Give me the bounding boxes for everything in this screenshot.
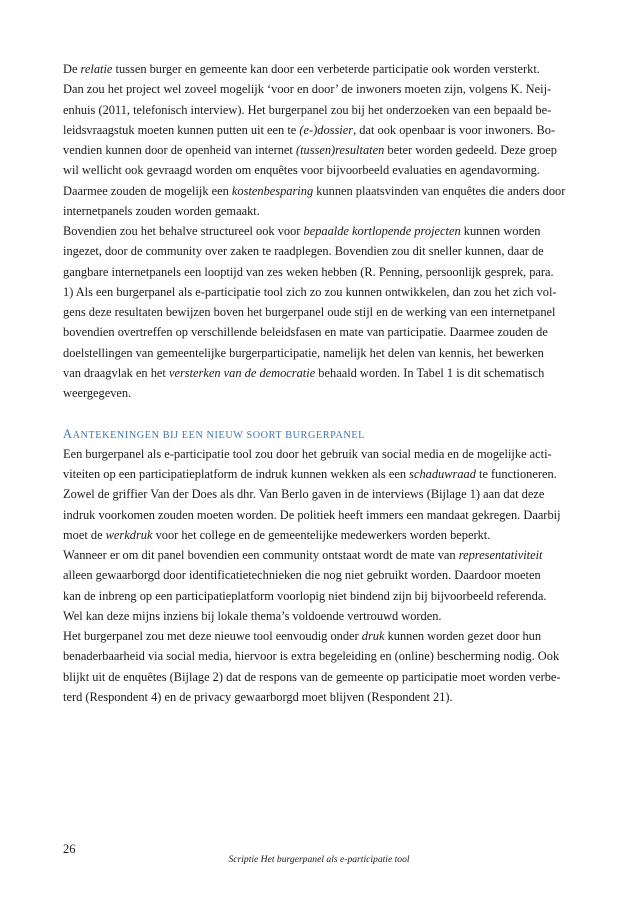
text-line: internetpanels zouden worden gemaakt. xyxy=(63,203,260,218)
text-line: Wel kan deze mijns inziens bij lokale thema’s voldoende vertrouwd worden. xyxy=(63,608,442,623)
text-line: enhuis (2011, telefonisch interview). Het burgerpanel zou bij het onderzoeken van een bepaald be- xyxy=(63,102,552,117)
section-heading-initial: A xyxy=(63,426,73,441)
text-line: Zowel de griffier Van der Does als dhr. Van Berlo gaven in de interviews (Bijlage 1) aan dat deze xyxy=(63,487,545,502)
text-line: De relatie tussen burger en gemeente kan door een verbeterde participatie ook worden versterkt. xyxy=(63,62,540,76)
text-line: 1) Als een burgerpanel als e-participatie tool zich zo zou kunnen ontwikkelen, dan zou het zich vol- xyxy=(63,284,557,299)
text-line: Daarmee zouden de mogelijk een kostenbesparing kunnen plaatsvinden van enquêtes die anders door xyxy=(63,183,566,198)
text-line: Bovendien zou het behalve structureel ook voor bepaalde kortlopende projecten kunnen worden xyxy=(63,224,541,238)
emphasis-text: relatie xyxy=(80,62,113,76)
text-line: alleen gewaarborgd door identificatietechnieken die nog niet gebruikt worden. Daardoor moeten xyxy=(63,568,541,583)
text-line: kan de inbreng op een participatieplatform voorlopig niet bindend zijn bij bijvoorbeeld referenda. xyxy=(63,588,547,603)
text-line: van draagvlak en het versterken van de democratie behaald worden. In Tabel 1 is dit schematisch xyxy=(63,365,545,380)
text-line: terd (Respondent 4) en de privacy gewaarborgd moet blijven (Respondent 21). xyxy=(63,689,453,704)
text-line: benaderbaarheid via social media, hiervoor is extra begeleiding en (online) bescherming nodig. Ook xyxy=(63,649,560,664)
section-spacer xyxy=(63,403,583,423)
text-line: moet de werkdruk voor het college en de gemeentelijke medewerkers worden beperkt. xyxy=(63,527,491,542)
text-line: indruk voorkomen zouden moeten worden. De politiek heeft immers een mandaat gekregen. Daarbij xyxy=(63,507,561,522)
text-line: Een burgerpanel als e-participatie tool zou door het gebruik van social media en de mogelijke acti- xyxy=(63,446,552,461)
emphasis-text: schaduwraad xyxy=(409,467,476,481)
emphasis-text: werkdruk xyxy=(105,527,153,542)
text-line: gens deze resultaten bewijzen boven het burgerpanel oude stijl en de werking van een internetpanel xyxy=(63,305,556,319)
text-line: leidsvraagstuk moeten kunnen putten uit een te (e-)dossier, dat ook openbaar is voor inwoners. Bo- xyxy=(63,122,556,137)
emphasis-text: representativiteit xyxy=(458,548,543,562)
text-line: blijkt uit de enquêtes (Bijlage 2) dat de respons van de gemeente op participatie moet worden verbe- xyxy=(63,669,561,684)
paragraph-group-top xyxy=(63,59,583,403)
text-line: vendien kunnen door de openheid van internet (tussen)resultaten beter worden gedeeld. Deze groep xyxy=(63,143,557,157)
emphasis-text: (e-)dossier xyxy=(299,122,354,137)
page-footer: Scriptie Het burgerpanel als e-participatie tool xyxy=(228,854,410,865)
emphasis-text: kostenbesparing xyxy=(231,183,314,198)
text-line: Het burgerpanel zou met deze nieuwe tool eenvoudig onder druk kunnen worden gezet door hun xyxy=(63,629,542,643)
emphasis-text: (tussen)resultaten xyxy=(295,143,385,157)
paragraph-group-bottom xyxy=(63,444,583,707)
text-line: bovendien overtreffen op verschillende beleidsfasen en mate van participatie. Daarmee zouden de xyxy=(63,325,548,340)
emphasis-text: bepaalde kortlopende projecten xyxy=(303,224,461,238)
emphasis-text: versterken van de democratie xyxy=(168,365,316,380)
section-heading xyxy=(63,424,583,444)
text-line: weergegeven. xyxy=(63,386,132,400)
page-number: 26 xyxy=(63,842,76,856)
text-line: doelstellingen van gemeentelijke burgerparticipatie, namelijk het delen van kennis, het bewerken xyxy=(63,345,544,360)
text-line: Dan zou het project wel zoveel mogelijk ‘voor en door’ de inwoners moeten zijn, volgens K. Neij- xyxy=(63,82,552,97)
text-line: gangbare internetpanels een looptijd van zes weken hebben (R. Penning, persoonlijk gesprek, para. xyxy=(63,264,554,279)
section-heading-rest: ANTEKENINGEN BIJ EEN NIEUW SOORT BURGERPANEL xyxy=(72,429,366,441)
body-text xyxy=(63,59,583,707)
text-line: wil wellicht ook gevraagd worden om enquêtes voor bijvoorbeeld evaluaties en agendavorming. xyxy=(63,163,540,178)
emphasis-text: druk xyxy=(361,629,385,643)
text-line: ingezet, door de community over zaken te raadplegen. Bovendien zou dit sneller kunnen, daar de xyxy=(63,244,544,259)
text-line: Wanneer er om dit panel bovendien een community ontstaat wordt de mate van representativiteit xyxy=(63,548,543,562)
text-line: viteiten op een participatieplatform de indruk kunnen wekken als een schaduwraad te functioneren. xyxy=(63,467,557,481)
